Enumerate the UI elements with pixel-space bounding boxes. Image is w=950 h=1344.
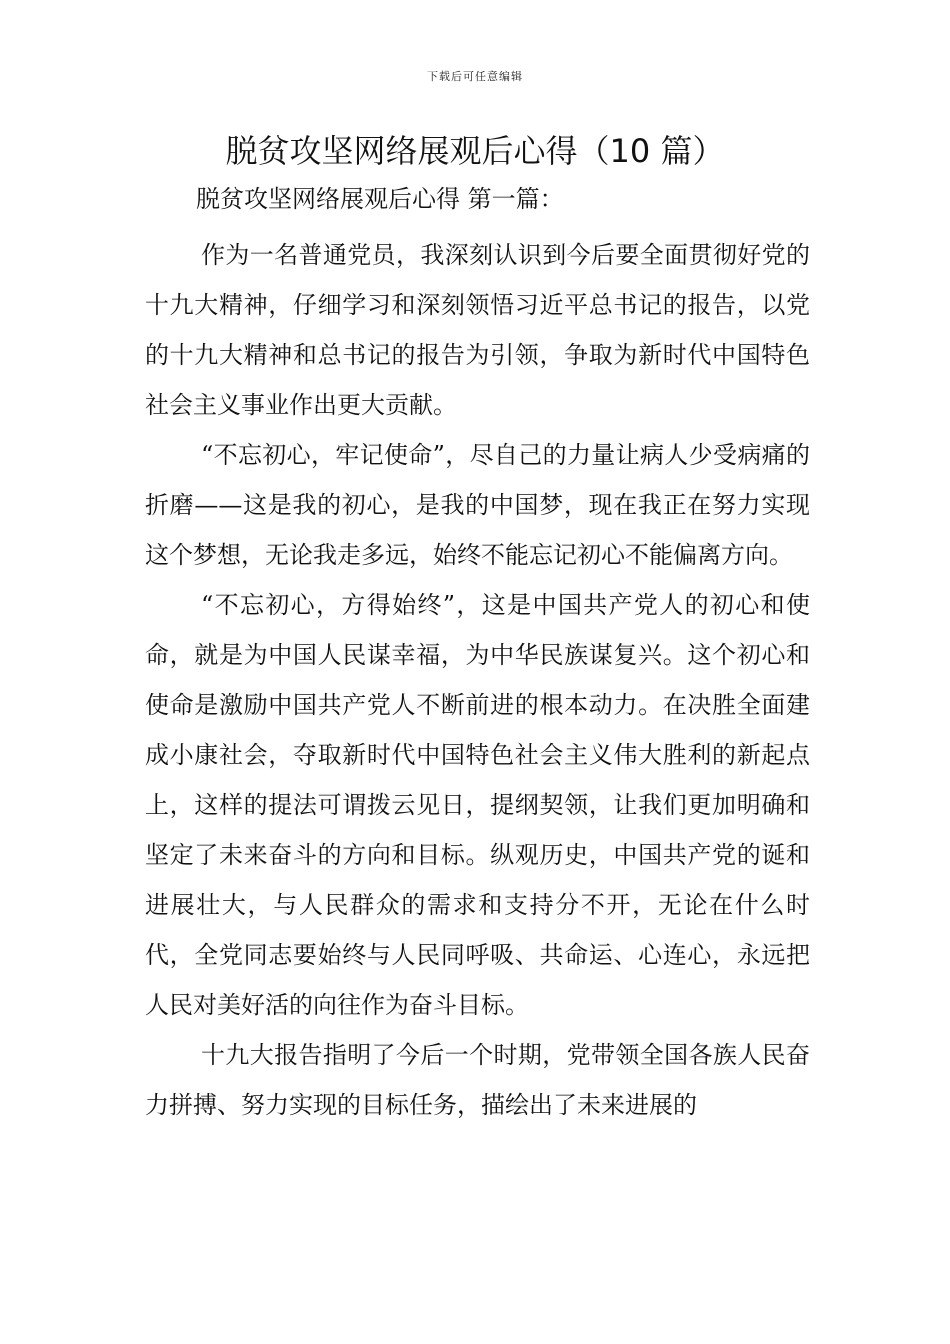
document-body bbox=[145, 230, 810, 1130]
paragraph-3: “不忘初心，方得始终”，这是中国共产党人的初心和使命，就是为中国人民谋幸福，为中华民族谋复兴。这个初心和使命是激励中国共产党人不断前进的根本动力。在决胜全面建成小康社会，夺取新时代中国特色社会主义伟大胜利的新起点上，这样的提法可谓拨云见日，提纲契领，让我们更加明确和坚定了未来奋斗的方向和目标。纵观历史，中国共产党的诞和进展壮大，与人民群众的需求和支持分不开，无论在什么时代，全党同志要始终与人民同呼吸、共命运、心连心，永远把人民对美好活的向往作为奋斗目标。 bbox=[145, 591, 810, 1019]
paragraph-2: “不忘初心，牢记使命”，尽自己的力量让病人少受病痛的折磨——这是我的初心，是我的中国梦，现在我正在努力实现这个梦想，无论我走多远，始终不能忘记初心不能偏离方向。 bbox=[145, 441, 810, 569]
section-subtitle: 脱贫攻坚网络展观后心得 第一篇： bbox=[196, 185, 564, 213]
document-title: 脱贫攻坚网络展观后心得（10 篇） bbox=[225, 132, 725, 170]
paragraph-1: 作为一名普通党员，我深刻认识到今后要全面贯彻好党的十九大精神，仔细学习和深刻领悟习近平总书记的报告，以党的十九大精神和总书记的报告为引领，争取为新时代中国特色社会主义事业作出更大贡献。 bbox=[145, 241, 810, 419]
header-note: 下载后可任意编辑 bbox=[427, 70, 523, 83]
paragraph-4: 十九大报告指明了今后一个时期，党带领全国各族人民奋力拼搏、努力实现的目标任务，描绘出了未来进展的 bbox=[145, 1041, 810, 1119]
